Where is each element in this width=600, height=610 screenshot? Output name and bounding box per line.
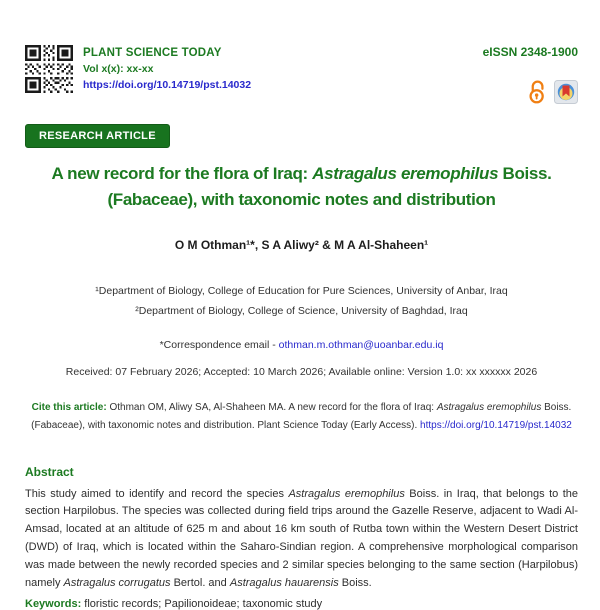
page-header (25, 45, 578, 104)
abstract-species-italic: Astragalus corrugatus (63, 576, 171, 589)
cite-doi-link[interactable]: https://doi.org/10.14719/pst.14032 (420, 419, 572, 431)
abstract-text: Boiss. (338, 576, 372, 589)
journal-volume: Vol x(x): xx-xx (83, 63, 154, 75)
header-right (483, 45, 578, 104)
eissn-label: eISSN 2348-1900 (482, 45, 578, 59)
article-doi-link[interactable]: https://doi.org/10.14719/pst.14032 (83, 79, 252, 91)
journal-info (83, 45, 251, 93)
affiliation-2: ²Department of Biology, College of Science, University of Baghdad, Iraq (135, 305, 468, 318)
crossmark-badge-icon[interactable] (554, 80, 578, 104)
keywords-line (25, 598, 578, 610)
title-text: Boiss. (498, 164, 552, 183)
article-type-badge: RESEARCH ARTICLE (25, 124, 170, 148)
correspondence-label: *Correspondence email - (159, 338, 279, 351)
cite-species-italic: Astragalus eremophilus (436, 401, 542, 413)
dates-line: Received: 07 February 2026; Accepted: 10 March 2026; Available online: Version 1.0: xx xxxxxx 2026 (65, 365, 538, 378)
open-access-lock-icon (528, 79, 547, 104)
abstract-species-italic: Astragalus eremophilus (288, 487, 405, 500)
header-icons (483, 79, 578, 104)
affiliation-1: ¹Department of Biology, College of Education for Pure Sciences, University of Anbar, Iraq (95, 284, 508, 297)
cite-text: Othman OM, Aliwy SA, Al-Shaheen MA. A new record for the flora of Iraq: (109, 401, 437, 413)
correspondence-email-link[interactable]: othman.m.othman@uoanbar.edu.iq (278, 338, 444, 351)
title-line2: (Fabaceae), with taxonomic notes and distribution (107, 190, 496, 210)
abstract-heading: Abstract (25, 464, 74, 479)
title-species-italic: Astragalus eremophilus (312, 164, 499, 183)
affiliations (25, 281, 578, 322)
title-line1 (52, 164, 552, 183)
abstract-species-italic: Astragalus hauarensis (229, 576, 339, 589)
abstract-text: Bertol. and (170, 576, 230, 589)
qr-code-icon (25, 45, 73, 93)
title-text: A new record for the flora of Iraq: (51, 164, 313, 183)
article-title (25, 161, 578, 214)
abstract-paragraph (25, 486, 578, 593)
keywords-label: Keywords: (25, 597, 82, 610)
journal-name: PLANT SCIENCE TODAY (83, 47, 222, 59)
citation-block (25, 399, 578, 435)
cite-text: Boiss. (Fabaceae), with taxonomic notes and distribution. Plant Science Today (Early Access). (31, 401, 572, 431)
correspondence-line (25, 339, 578, 351)
abstract-text: Boiss. in Iraq, that belongs to the section Harpilobus. The species was collected during field trips around the Gazelle Reserve, adjacent to Wadi Al-Amsad, located at an altitude of 625 m and about 16 km south of Rutba town within the Western Desert District (DWD) of Iraq, which is located within the Saharo-Sindian region. A comprehensive morphological comparison was made between the newly recorded species and 2 similar species belonging to the same section (Harpilobus) namely (25, 487, 579, 589)
keywords-text: floristic records; Papilionoideae; taxonomic study (81, 597, 323, 610)
cite-label: Cite this article: (31, 401, 110, 413)
abstract-text: This study aimed to identify and record the species (25, 487, 289, 500)
journal-block (25, 45, 251, 93)
authors-line: O M Othman¹*, S A Aliwy² & M A Al-Shaheen¹ (174, 237, 429, 252)
